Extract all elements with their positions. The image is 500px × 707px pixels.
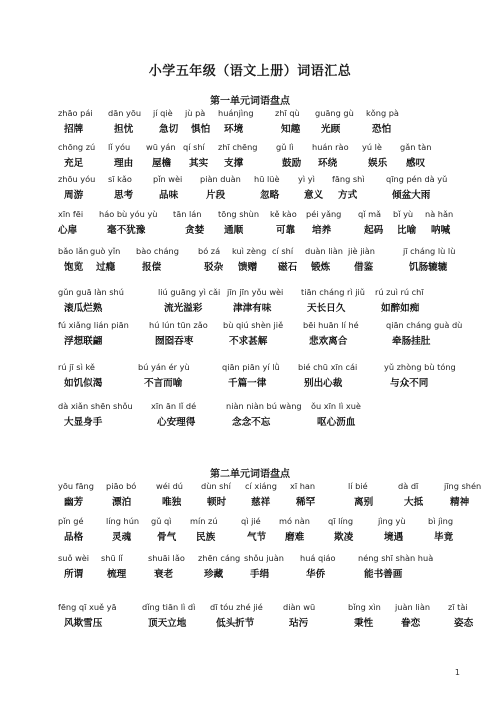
word: 鼓励 [282,158,302,169]
word: 大显身手 [64,417,103,428]
word: 华侨 [306,569,326,580]
word: 气节 [247,532,267,543]
pinyin: wū yán [146,142,176,152]
word: 境遇 [384,532,404,543]
word: 民族 [196,532,216,543]
pinyin: yōu fāng [58,481,94,491]
pinyin: yì yì [298,174,315,184]
word: 意义 [304,190,324,201]
pinyin: huánjìng [218,108,254,118]
pinyin: qīng pén dà yǔ [386,174,448,184]
word: 招牌 [64,124,84,135]
pinyin: bó zá [198,246,221,256]
pinyin: huá qiáo [300,553,336,563]
unit-heading: 第二单元词语盘点 [210,469,290,480]
word: 灵魂 [112,532,132,543]
pinyin: péi yǎng [306,209,342,219]
word: 忽略 [260,190,280,201]
pinyin: zhī qù [275,108,300,118]
word: 其实 [189,158,209,169]
word: 起码 [364,225,384,236]
word: 手绢 [250,569,270,580]
word: 呐喊 [431,225,451,236]
pinyin: zhēn cáng [198,553,241,563]
word: 衰老 [154,569,174,580]
word: 知趣 [281,124,301,135]
pinyin: bǐng xìn [348,602,381,612]
word: 不求甚解 [229,336,268,347]
pinyin: qì jié [241,516,261,526]
word: 慈祥 [251,497,271,508]
unit-heading: 第一单元词语盘点 [210,96,290,107]
pinyin: zhāo pái [58,108,93,118]
word: 毫不犹豫 [107,225,146,236]
word: 饱览 [64,262,84,273]
pinyin: zī tài [448,602,468,612]
word: 思考 [114,190,134,201]
pinyin: jiè jiàn [348,246,375,256]
pinyin: jī cháng lù lù [403,246,456,256]
word: 比喻 [397,225,417,236]
pinyin: gǔn guā làn shú [58,287,124,297]
word: 担忧 [114,124,134,135]
pinyin: yú lè [362,142,382,152]
word: 倾盆大雨 [392,190,431,201]
pinyin: kǒng pà [366,108,399,118]
pinyin: jīng shén [444,481,482,491]
pinyin: fāng shì [332,174,365,184]
pinyin: bù qiú shèn jiě [223,320,284,330]
word: 低头折节 [216,618,255,629]
pinyin: dān yōu [108,108,142,118]
word: 流光溢彩 [164,303,203,314]
pinyin: xīn fēi [58,209,84,219]
word: 娱乐 [368,158,388,169]
word: 顶天立地 [148,618,187,629]
pinyin: xīn ān lǐ dé [151,401,197,411]
pinyin: lǐ yóu [108,142,131,152]
pinyin: wéi dú [156,481,183,491]
word: 环境 [224,124,244,135]
word: 眷恋 [401,618,421,629]
word: 呕心沥血 [317,417,356,428]
pinyin: qiān piān yí lǜ [222,362,280,372]
pinyin: tōng shùn [218,209,260,219]
pinyin: qī líng [328,516,354,526]
word: 顿时 [207,497,227,508]
word: 风欺雪压 [64,618,103,629]
pinyin: dà xiǎn shēn shǒu [58,401,133,411]
pinyin: piàn duàn [200,174,241,184]
word: 大抵 [404,497,424,508]
pinyin: tān lán [173,209,202,219]
word: 磨难 [285,532,305,543]
word: 囫囵吞枣 [155,336,194,347]
word: 品味 [159,190,179,201]
word: 漂泊 [112,497,132,508]
word: 如醉如痴 [381,303,420,314]
pinyin: pǐn gé [58,516,84,526]
pinyin: xī han [290,481,316,491]
word: 悲欢离合 [309,336,348,347]
word: 浮想联翩 [64,336,103,347]
pinyin: liú guāng yì cǎi [158,287,221,297]
word: 环绕 [318,158,338,169]
pinyin: guò yǐn [90,246,121,256]
word: 品格 [64,532,84,543]
word: 感叹 [406,158,426,169]
word: 周游 [64,190,84,201]
word: 毕竟 [434,532,454,543]
pinyin: duàn liàn [305,246,343,256]
pinyin: fēng qī xuě yā [58,602,117,612]
pinyin: yǔ zhòng bù tóng [384,362,456,372]
word: 过瘾 [96,262,116,273]
pinyin: shǒu juàn [244,553,284,563]
word: 别出心裁 [304,378,343,389]
word: 欺凌 [334,532,354,543]
word: 骨气 [157,532,177,543]
pinyin: guāng gù [315,108,354,118]
pinyin: háo bù yóu yù [99,209,158,219]
document-title: 小学五年级（语文上册）词语汇总 [148,64,352,79]
pinyin: dùn shí [201,481,231,491]
word: 急切 [159,124,179,135]
pinyin: fú xiǎng lián piān [58,320,129,330]
pinyin: bié chū xīn cái [298,362,358,372]
pinyin: cí xiáng [245,481,277,491]
word: 心安理得 [157,417,196,428]
word: 姿态 [454,618,474,629]
pinyin: diàn wū [283,602,316,612]
pinyin: bēi huān lí hé [303,320,359,330]
word: 珍藏 [204,569,224,580]
word: 恐怕 [372,124,392,135]
pinyin: bì jìng [428,516,454,526]
word: 光顾 [321,124,341,135]
word: 可靠 [276,225,296,236]
word: 所谓 [64,569,84,580]
pinyin: bào cháng [136,246,179,256]
pinyin: bǎo lǎn [58,246,89,256]
word: 津津有味 [233,303,272,314]
pinyin: zhī chēng [218,142,258,152]
pinyin: suǒ wèi [58,553,90,563]
pinyin: ǒu xīn lì xuè [311,401,361,411]
word: 片段 [206,190,226,201]
pinyin: piāo bó [106,481,137,491]
pinyin: nà hǎn [425,209,454,219]
word: 千篇一律 [228,378,267,389]
pinyin: chōng zú [58,142,96,152]
word: 天长日久 [307,303,346,314]
word: 秉性 [354,618,374,629]
word: 馈赠 [238,262,258,273]
word: 培养 [312,225,332,236]
word: 报偿 [142,262,162,273]
word: 离别 [354,497,374,508]
word: 梳理 [107,569,127,580]
word: 锻炼 [311,262,331,273]
word: 通顺 [224,225,244,236]
pinyin: dī tóu zhé jié [210,602,263,612]
word: 滚瓜烂熟 [64,303,103,314]
pinyin: sī kǎo [108,174,132,184]
word: 磁石 [278,262,298,273]
pinyin: gǎn tàn [400,142,432,152]
page-number: 1 [454,668,460,677]
word: 精神 [450,497,470,508]
pinyin: bǐ yù [393,209,414,219]
word: 如饥似渴 [64,378,103,389]
pinyin: kuì zèng [232,246,267,256]
pinyin: gǔ qì [151,516,172,526]
pinyin: mó nàn [279,516,310,526]
pinyin: rú jī sì kě [58,362,95,372]
pinyin: jīn jīn yǒu wèi [227,287,284,297]
word: 能书善画 [364,569,403,580]
pinyin: shuāi lǎo [148,553,185,563]
pinyin: dà dī [398,481,419,491]
word: 不言而喻 [144,378,183,389]
pinyin: niàn niàn bú wàng [226,401,302,411]
pinyin: juàn liàn [395,602,431,612]
word: 屋檐 [152,158,172,169]
pinyin: lí bié [348,481,368,491]
word: 玷污 [289,618,309,629]
word: 幽芳 [64,497,84,508]
word: 贪婪 [185,225,205,236]
pinyin: jù pà [185,108,206,118]
pinyin: líng hún [106,516,140,526]
word: 与众不同 [390,378,429,389]
word: 充足 [64,158,84,169]
word: 心扉 [58,225,78,236]
pinyin: hū lüè [254,174,280,184]
pinyin: pǐn wèi [153,174,183,184]
word: 牵肠挂肚 [392,336,431,347]
pinyin: cí shí [272,246,294,256]
pinyin: tiān cháng rì jiǔ [301,287,365,297]
word: 方式 [338,190,358,201]
pinyin: rú zuì rú chī [375,287,424,297]
pinyin: huán rào [312,142,349,152]
pinyin: néng shī shàn huà [358,553,434,563]
pinyin: kě kào [270,209,297,219]
pinyin: shū lǐ [101,553,123,563]
pinyin: zhōu yóu [58,174,96,184]
pinyin: qǐ mǎ [358,209,382,219]
word: 借鉴 [354,262,374,273]
pinyin: qiān cháng guà dù [386,320,463,330]
word: 唯独 [162,497,182,508]
word: 惧怕 [191,124,211,135]
pinyin: mín zú [190,516,218,526]
pinyin: qí shí [183,142,205,152]
pinyin: jìng yù [378,516,406,526]
word: 稀罕 [296,497,316,508]
pinyin: hú lún tūn zǎo [149,320,208,330]
pinyin: jí qiè [153,108,173,118]
pinyin: gǔ lì [276,142,294,152]
word: 支撑 [224,158,244,169]
word: 念念不忘 [232,417,271,428]
pinyin: dǐng tiān lì dì [142,602,196,612]
word: 理由 [114,158,134,169]
pinyin: bú yán ér yù [138,362,190,372]
word: 饥肠辘辘 [409,262,448,273]
word: 驳杂 [204,262,224,273]
